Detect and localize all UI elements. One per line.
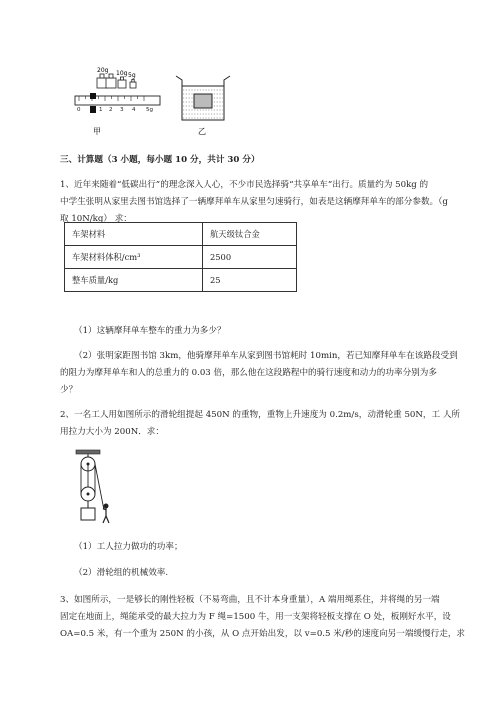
table-cell: 25 [203, 269, 297, 292]
q3-line: OA=0.5 米，有一个重为 250N 的小孩，从 O 点开始出发，以 v=0.5 米/秒的速度向另一端缓慢行走，求 [60, 629, 466, 639]
weight-label-5g: 5g [128, 72, 136, 79]
weight-5g [130, 80, 136, 89]
bike-params-table [64, 222, 297, 292]
q1-sub2-line: 的阻力为摩拜单车和人的总重力的 0.03 倍，那么他在这段路程中的骑行速度和动力的功率分别为多 [60, 368, 437, 378]
scale-tick: 4 [132, 107, 136, 113]
scale-tick: 2 [109, 107, 113, 113]
table-cell: 2500 [203, 246, 297, 269]
q2-sub2: （2）滑轮组的机械效率. [74, 568, 169, 578]
weight-10g [118, 77, 126, 88]
q1-sub2-line: （2）张明家距图书馆 3km，他骑摩拜单车从家到图书馆耗时 10min，若已知摩拜单车在该路段受到 [74, 351, 458, 361]
table-row [65, 223, 297, 246]
weight-label-10g: 10g [116, 70, 128, 77]
balance-figure [70, 58, 165, 140]
worker-icon [103, 504, 109, 524]
pulley-figure [70, 448, 120, 526]
table-cell: 航天级钛合金 [203, 223, 297, 246]
load-block [81, 508, 95, 520]
weight-label-20g: 20g [97, 67, 109, 74]
q3-line: 固定在地面上，绳能承受的最大拉力为 F 绳=1500 牛，用一支架将轻板支撑在 O 处，板刚好水平，设 [60, 612, 451, 622]
q1-sub1: （1）这辆摩拜单车整车的重力为多少？ [74, 326, 226, 336]
scale-tick: 5g [146, 107, 153, 113]
table-cell: 车架材料体积/cm³ [65, 246, 203, 269]
table-row [65, 246, 297, 269]
q3-line: 3、如图所示，一是够长的刚性轻板（不易弯曲，且不计本身重量），A 端用绳系住，并将绳的另一端 [60, 595, 440, 605]
scale-tick: 3 [120, 107, 124, 113]
q1-sub2-line: 少？ [60, 385, 78, 395]
table-row [65, 269, 297, 292]
q1-line: 中学生张明从家里去图书馆选择了一辆摩拜单车从家里匀速骑行，如表是这辆摩拜单车的部分参数。（g [60, 197, 448, 207]
submerged-block [194, 94, 212, 108]
scale-tick: 1 [99, 107, 103, 113]
figure-caption-yi: 乙 [198, 127, 206, 136]
ceiling-bar [76, 450, 100, 454]
q2-sub1: （1）工人拉力做功的功率； [74, 542, 183, 552]
beaker-figure [172, 72, 234, 140]
q1-line: 1、近年来随着“低碳出行”的理念深入人心，不少市民选择骑“共享单车”出行。质量约为 50kg 的 [60, 180, 429, 190]
figure-caption-jia: 甲 [93, 127, 101, 136]
q2-line: 用拉力大小为 200N．求： [60, 427, 164, 437]
scale-tick: 0 [77, 107, 81, 113]
balance-beam [75, 96, 160, 105]
table-cell: 车架材料 [65, 223, 203, 246]
q2-line: 2、一名工人用如图所示的滑轮组提起 450N 的重物，重物上升速度为 0.2m/s，动滑轮重 50N，工 人所 [60, 410, 461, 420]
table-cell: 整车质量/kg [65, 269, 203, 292]
q1-line: 取 10N/kg） 求： [60, 214, 132, 224]
weight-20g [97, 74, 116, 88]
balance-pointer [90, 106, 96, 113]
section-heading: 三、计算题（3 小题，每小题 10 分，共计 30 分） [60, 155, 260, 165]
rider-slider [90, 93, 96, 99]
